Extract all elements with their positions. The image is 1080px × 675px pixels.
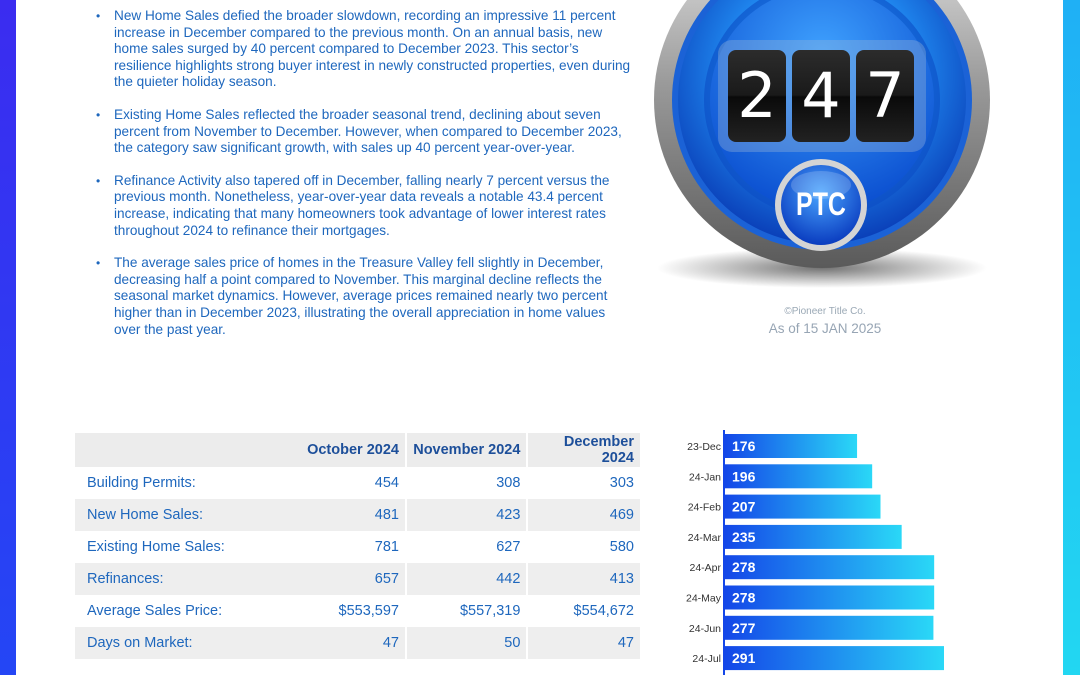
- cell-value: 423: [406, 499, 527, 531]
- bar-value-label: 235: [732, 528, 756, 545]
- cell-value: 308: [406, 467, 527, 499]
- bullet-new-home-sales: • New Home Sales defied the broader slowdown, recording an impressive 11 percent increase in December compared to the previous month. On an annual basis, new home sales surged by 40 percent compared to December 2023. This sector’s resilience highlights strong buyer interest in newly constructed properties, even during the quieter holiday season.: [92, 8, 632, 91]
- cell-value: 47: [527, 627, 640, 659]
- days-on-market-bar-chart: [660, 430, 990, 675]
- table-row: [75, 499, 640, 531]
- table-header-row: [75, 433, 640, 467]
- cell-value: $553,597: [289, 595, 406, 627]
- days-on-market-gauge: [640, 0, 1010, 300]
- cell-value: 413: [527, 563, 640, 595]
- cell-value: 47: [289, 627, 406, 659]
- bar: [724, 586, 934, 610]
- table-row: [75, 467, 640, 499]
- row-label: Refinances:: [75, 563, 289, 595]
- table-header-october: October 2024: [289, 433, 406, 467]
- market-summary-list: [92, 8, 632, 354]
- row-label: Average Sales Price:: [75, 595, 289, 627]
- table-row: [75, 627, 640, 659]
- left-frame-bar: [0, 0, 16, 675]
- table-header-blank: [75, 433, 289, 467]
- cell-value: 303: [527, 467, 640, 499]
- bar: [724, 555, 934, 579]
- cell-value: $554,672: [527, 595, 640, 627]
- cell-value: 657: [289, 563, 406, 595]
- bar-category-label: 24-Jun: [688, 622, 721, 635]
- bar-category-label: 24-May: [685, 592, 721, 605]
- table-row: [75, 531, 640, 563]
- cell-value: 454: [289, 467, 406, 499]
- bar-category-label: 24-Jan: [688, 471, 721, 484]
- bar-category-label: 24-Apr: [689, 562, 721, 575]
- right-frame-bar: [1063, 0, 1080, 675]
- bar-value-label: 291: [732, 650, 756, 667]
- cell-value: 442: [406, 563, 527, 595]
- row-label: New Home Sales:: [75, 499, 289, 531]
- bar-value-label: 278: [732, 559, 756, 576]
- bullet-existing-home-sales: • Existing Home Sales reflected the broader seasonal trend, declining about seven percent from November to December. However, when compared to December 2023, the category saw significant growth, with sales up 40 percent year-over-year.: [92, 107, 632, 157]
- cell-value: 469: [527, 499, 640, 531]
- gauge-digit: 2: [728, 50, 786, 142]
- bar-category-label: 24-Feb: [687, 501, 721, 514]
- bar-value-label: 196: [732, 468, 756, 485]
- table-header-december: December 2024: [527, 433, 640, 467]
- cell-value: $557,319: [406, 595, 527, 627]
- bar: [724, 616, 933, 640]
- gauge-graphic: [640, 0, 1010, 300]
- row-label: Days on Market:: [75, 627, 289, 659]
- table-row: [75, 595, 640, 627]
- as-of-date: As of 15 JAN 2025: [768, 321, 882, 336]
- gauge-digit: 7: [856, 50, 914, 142]
- cell-value: 781: [289, 531, 406, 563]
- gauge-digit: 4: [792, 50, 850, 142]
- ptc-badge-label: PTC: [796, 186, 846, 222]
- table-row: [75, 563, 640, 595]
- bar-value-label: 278: [732, 589, 756, 606]
- bar-value-label: 207: [732, 498, 756, 515]
- cell-value: 627: [406, 531, 527, 563]
- bar-value-label: 277: [732, 619, 756, 636]
- cell-value: 481: [289, 499, 406, 531]
- bar-category-label: 24-Jul: [692, 653, 721, 666]
- copyright-text: ©Pioneer Title Co.: [784, 306, 866, 317]
- bullet-average-sales-price: • The average sales price of homes in the Treasure Valley fell slightly in December, decreasing half a point compared to November. This marginal decline reflects the seasonal market dynamics. However, average prices remained nearly two percent higher than in December 2023, illustrating the overall appreciation in home values over the past year.: [92, 255, 632, 338]
- cell-value: 580: [527, 531, 640, 563]
- bar: [724, 646, 944, 670]
- bar-category-label: 23-Dec: [687, 441, 721, 453]
- cell-value: 50: [406, 627, 527, 659]
- bar-value-label: 176: [732, 438, 756, 454]
- row-label: Existing Home Sales:: [75, 531, 289, 563]
- table-header-november: November 2024: [406, 433, 527, 467]
- monthly-stats-table: [75, 433, 640, 659]
- bar-category-label: 24-Mar: [687, 531, 721, 544]
- bullet-refinance-activity: • Refinance Activity also tapered off in December, falling nearly 7 percent versus the previous month. Nonetheless, year-over-year data reveals a notable 43.4 percent increase, indicating that many homeowners took advantage of lower interest rates throughout 2024 to refinance their mortgages.: [92, 173, 632, 239]
- row-label: Building Permits:: [75, 467, 289, 499]
